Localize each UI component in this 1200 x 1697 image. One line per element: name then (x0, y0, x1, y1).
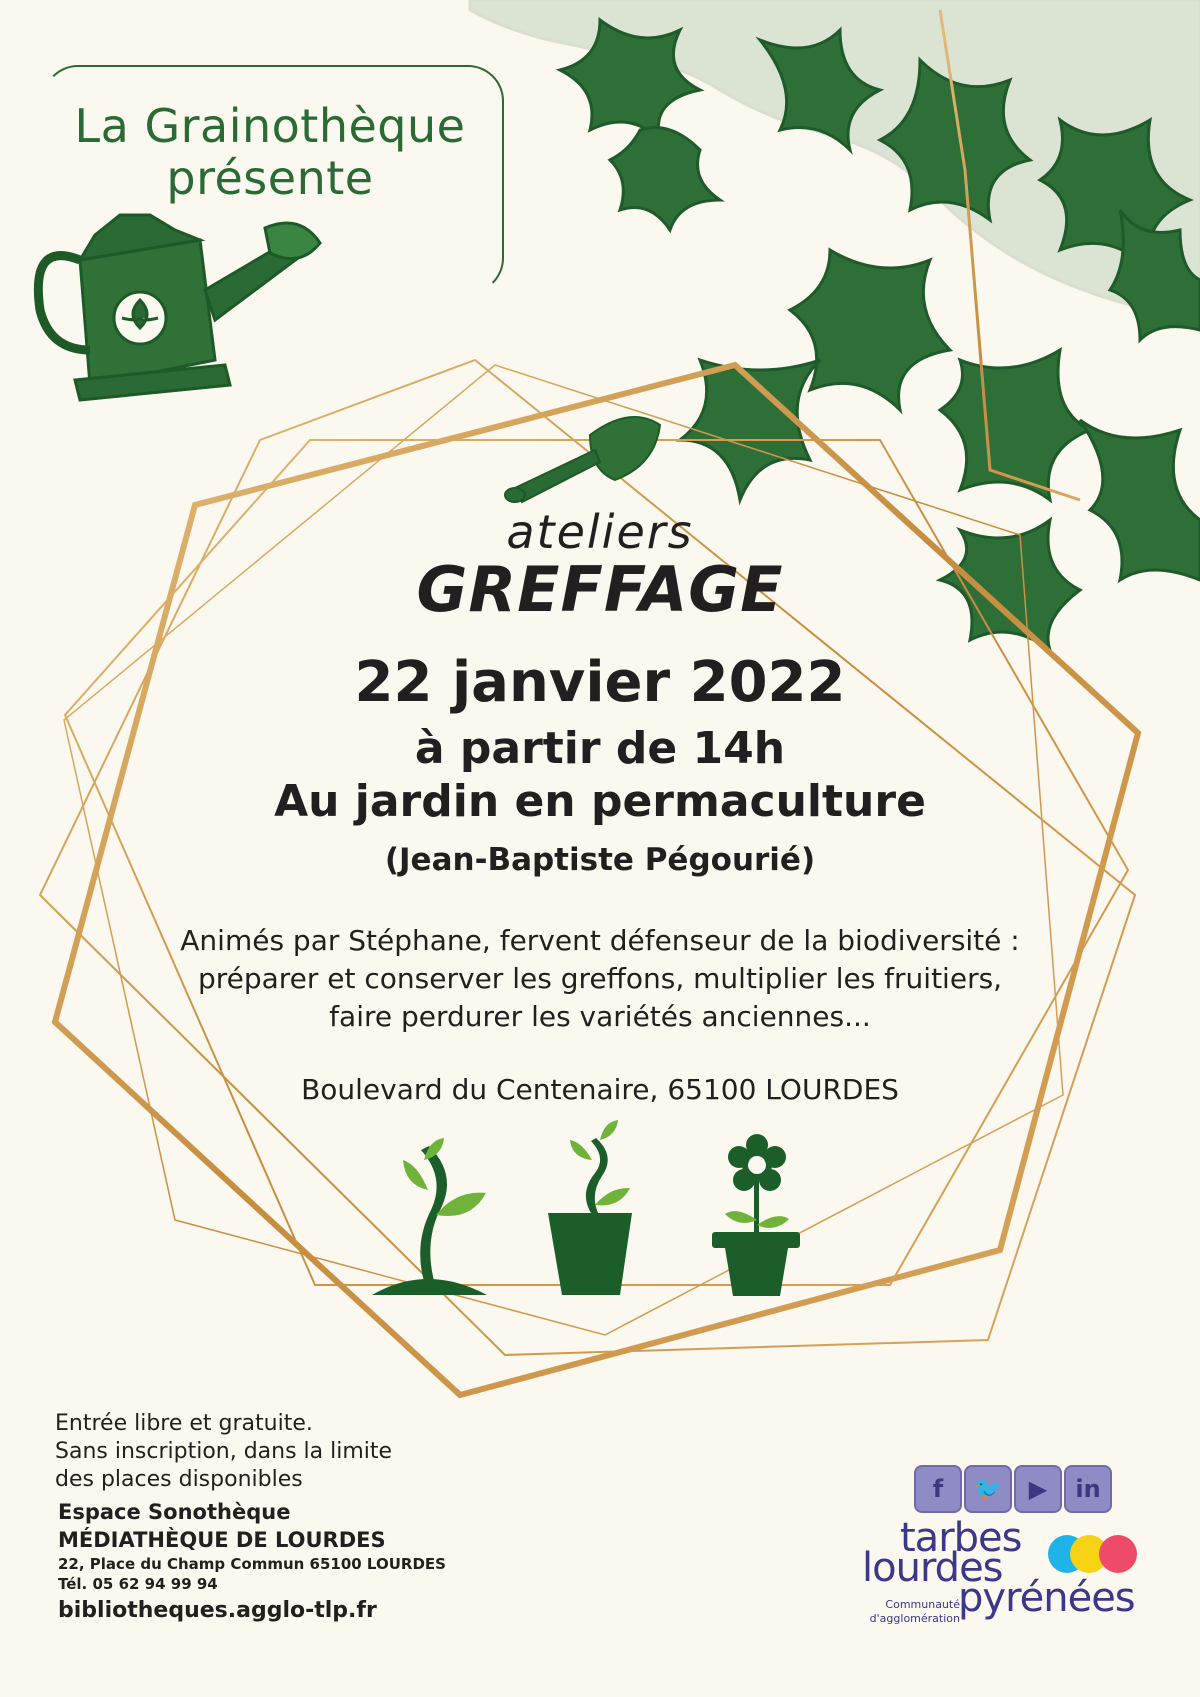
sprout-icon (372, 1138, 487, 1295)
library-name: MÉDIATHÈQUE DE LOURDES (58, 1528, 386, 1552)
street-address: 22, Place du Champ Commun 65100 LOURDES (58, 1555, 446, 1573)
facebook-icon[interactable]: f (914, 1465, 962, 1513)
twitter-icon[interactable]: 🐦 (964, 1465, 1012, 1513)
logo-dot-pink (1099, 1535, 1137, 1573)
description-line: faire perdurer les variétés anciennes... (329, 1000, 871, 1033)
presenter-line-2: présente (166, 151, 374, 205)
admission-info (55, 1410, 392, 1494)
event-description (0, 922, 1200, 1036)
logo-subtitle (862, 1598, 960, 1626)
event-address: Boulevard du Centenaire, 65100 LOURDES (301, 1073, 899, 1106)
admission-line: Entrée libre et gratuite. (55, 1411, 313, 1436)
venue-name: Espace Sonothèque (58, 1500, 291, 1524)
event-time: à partir de 14h (414, 723, 786, 774)
event-title: GREFFAGE (416, 553, 784, 626)
logo-word-pyrenees: pyrénées (958, 1575, 1135, 1621)
presenter-line-1: La Grainothèque (74, 99, 466, 153)
venue-contact (58, 1498, 446, 1628)
logo-word-lourdes: lourdes (862, 1545, 1003, 1591)
linkedin-icon[interactable]: in (1064, 1465, 1112, 1513)
trowel-icon (505, 417, 660, 502)
logo-word-tarbes: tarbes (900, 1515, 1022, 1561)
youtube-icon[interactable]: ▶ (1014, 1465, 1062, 1513)
admission-line: Sans inscription, dans la limite (55, 1439, 393, 1464)
logo-subtitle-line: d'agglomération (869, 1612, 960, 1625)
potted-sprout-icon (548, 1120, 632, 1295)
description-line: Animés par Stéphane, fervent défenseur de la biodiversité : (180, 924, 1020, 957)
description-line: préparer et conserver les greffons, multiplier les fruitiers, (197, 962, 1003, 995)
website-link[interactable]: bibliotheques.agglo-tlp.fr (58, 1598, 377, 1623)
event-subtitle: ateliers (506, 505, 694, 559)
admission-line: des places disponibles (55, 1467, 303, 1492)
event-date: 22 janvier 2022 (354, 650, 846, 715)
event-owner: (Jean-Baptiste Pégourié) (384, 842, 816, 878)
presenter-text (50, 100, 490, 204)
phone-number: Tél. 05 62 94 99 94 (58, 1575, 218, 1593)
event-place: Au jardin en permaculture (274, 776, 926, 827)
logo-subtitle-line: Communauté (885, 1598, 960, 1611)
